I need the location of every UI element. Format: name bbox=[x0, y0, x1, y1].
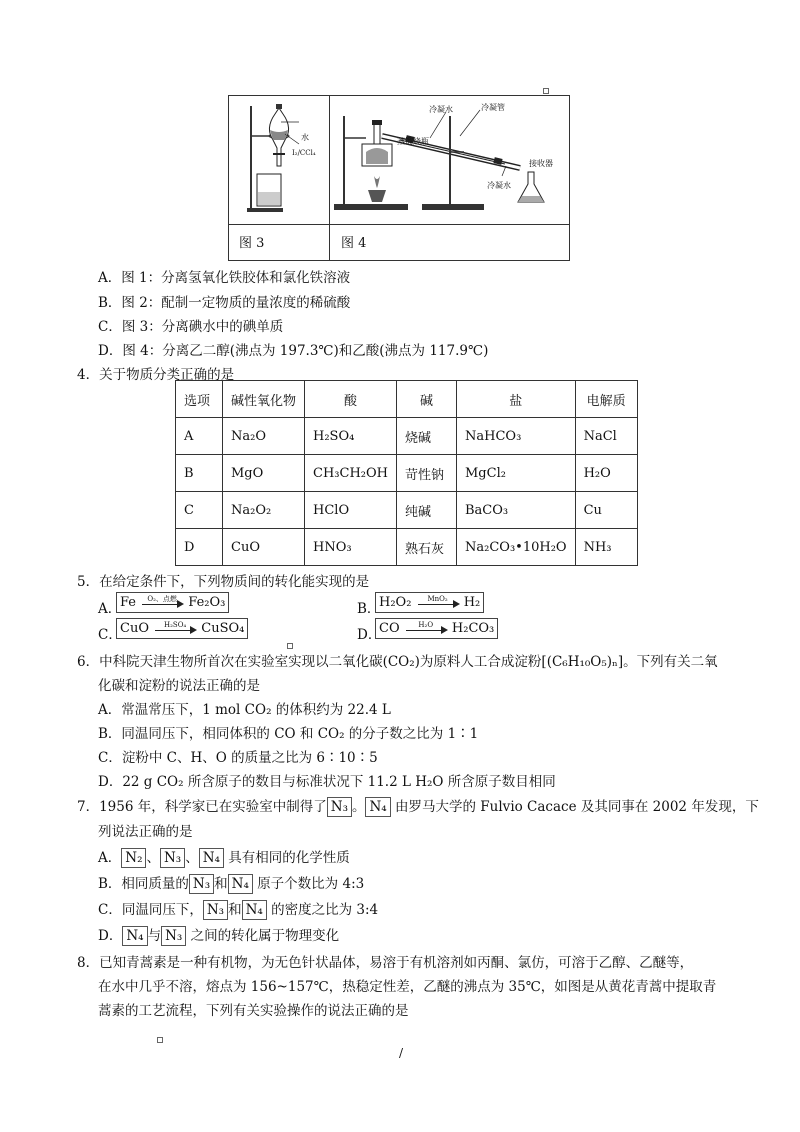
reaction-condition: MnO₂ bbox=[427, 594, 448, 603]
table-cell: MgCl₂ bbox=[457, 455, 576, 492]
reaction-arrow bbox=[153, 620, 197, 635]
table-cell: NaCl bbox=[575, 418, 637, 455]
q4-stem: 4．关于物质分类正确的是 bbox=[77, 367, 235, 383]
reaction-arrow bbox=[404, 620, 448, 635]
table-header: 碱性氧化物 bbox=[223, 381, 305, 418]
n2-formula-box: N₂ bbox=[121, 848, 146, 868]
reaction-arrow bbox=[416, 594, 460, 609]
q7-stem-line2: 列说法正确的是 bbox=[98, 824, 193, 840]
table-cell: CuO bbox=[223, 529, 305, 566]
q3-option-a: A．图 1：分离氢氧化铁胶体和氯化铁溶液 bbox=[98, 270, 351, 286]
q5-option-c-reaction bbox=[116, 618, 248, 639]
product: H₂CO₃ bbox=[451, 621, 495, 636]
q7-stem-part-b: 由罗马大学的 Fulvio Cacace 及其同事在 2002 年发现，下 bbox=[395, 799, 759, 815]
fig4-label-cond-water-bottom: 冷凝水 bbox=[487, 181, 511, 190]
fig4-label-condenser: 冷凝管 bbox=[481, 103, 505, 112]
q8-stem-line3: 蒿素的工艺流程，下列有关实验操作的说法正确的是 bbox=[98, 1003, 409, 1019]
classification-table bbox=[175, 380, 638, 566]
option-text: 具有相同的化学性质 bbox=[228, 850, 350, 866]
table-cell: CH₃CH₂OH bbox=[305, 455, 397, 492]
figure-caption-divider bbox=[229, 224, 569, 225]
q3-option-c: C．图 3：分离碘水中的碘单质 bbox=[98, 319, 284, 335]
page-footer-mark: / bbox=[399, 1046, 404, 1060]
connector: 和 bbox=[214, 876, 228, 892]
reactant: CO bbox=[379, 621, 400, 636]
q7-separator: 。 bbox=[351, 799, 366, 815]
reaction-condition: H₂SO₄ bbox=[163, 620, 187, 629]
table-header: 选项 bbox=[176, 381, 223, 418]
table-cell: 纯碱 bbox=[397, 492, 457, 529]
option-prefix: D． bbox=[98, 928, 123, 944]
table-cell: D bbox=[176, 529, 223, 566]
q6-stem-line2: 化碳和淀粉的说法正确的是 bbox=[98, 678, 260, 694]
separator: 、 bbox=[146, 850, 160, 866]
option-prefix: C．同温同压下， bbox=[98, 902, 203, 918]
table-header: 酸 bbox=[305, 381, 397, 418]
table-cell: H₂SO₄ bbox=[305, 418, 397, 455]
scan-mark bbox=[287, 643, 293, 649]
q5-option-b-label: B． bbox=[357, 601, 381, 617]
n4-formula-box: N₄ bbox=[122, 926, 147, 946]
fig4-label-flask: 蒸馏烧瓶 bbox=[397, 137, 429, 146]
separator: 、 bbox=[185, 850, 199, 866]
table-header: 电解质 bbox=[575, 381, 637, 418]
fig4-label-cond-water-top: 冷凝水 bbox=[429, 105, 453, 114]
reaction-condition: H₂O bbox=[418, 620, 434, 629]
product: Fe₂O₃ bbox=[188, 595, 226, 610]
q5-option-d-label: D． bbox=[357, 627, 382, 643]
table-row bbox=[176, 492, 638, 529]
table-header: 碱 bbox=[397, 381, 457, 418]
table-cell: Cu bbox=[575, 492, 637, 529]
fig3-label-water: 水 bbox=[301, 133, 309, 142]
q5-option-d-reaction bbox=[375, 618, 498, 639]
figure-table bbox=[228, 95, 570, 261]
reactant: CuO bbox=[120, 621, 149, 636]
q6-option-a: A．常温常压下，1 mol CO₂ 的体积约为 22.4 L bbox=[98, 702, 391, 718]
q3-option-d: D．图 4：分离乙二醇(沸点为 197.3℃)和乙酸(沸点为 117.9℃) bbox=[98, 343, 489, 359]
fig3-separatory-funnel bbox=[229, 96, 329, 224]
table-cell: B bbox=[176, 455, 223, 492]
table-cell: H₂O bbox=[575, 455, 637, 492]
n3-formula-box: N₃ bbox=[203, 900, 228, 920]
option-text: 原子个数比为 4:3 bbox=[257, 876, 365, 892]
q6-option-d: D．22 g CO₂ 所含原子的数目与标准状况下 11.2 L H₂O 所含原子数目相同 bbox=[98, 774, 556, 790]
q7-stem-part-a: 7．1956 年，科学家已在实验室中制得了 bbox=[77, 799, 327, 815]
q7-option-b bbox=[98, 872, 364, 894]
table-header: 盐 bbox=[457, 381, 576, 418]
table-cell: NaHCO₃ bbox=[457, 418, 576, 455]
q5-option-c-label: C． bbox=[98, 627, 122, 643]
n3-formula-box: N₃ bbox=[160, 848, 185, 868]
table-row bbox=[176, 529, 638, 566]
option-text: 的密度之比为 3:4 bbox=[271, 902, 379, 918]
q7-option-a bbox=[98, 846, 350, 868]
table-cell: NH₃ bbox=[575, 529, 637, 566]
table-cell: HNO₃ bbox=[305, 529, 397, 566]
q3-option-b: B．图 2：配制一定物质的量浓度的稀硫酸 bbox=[98, 295, 351, 311]
table-cell: C bbox=[176, 492, 223, 529]
q6-option-c: C．淀粉中 C、H、O 的质量之比为 6∶10∶5 bbox=[98, 750, 378, 766]
q6-stem-line1: 6．中科院天津生物所首次在实验室实现以二氧化碳(CO₂)为原料人工合成淀粉[(C₆H₁₀O₅)ₙ]。下列有关二氧 bbox=[77, 654, 718, 670]
fig3-label-i2ccl4: I₂/CCl₄ bbox=[292, 149, 316, 157]
n3-formula-box: N₃ bbox=[189, 874, 214, 894]
table-cell: Na₂O bbox=[223, 418, 305, 455]
q5-option-b-reaction bbox=[375, 592, 484, 613]
reaction-condition: O₂、点燃 bbox=[147, 594, 177, 603]
n3-formula-box: N₃ bbox=[327, 797, 352, 817]
q7-option-c bbox=[98, 898, 378, 920]
option-prefix: B．相同质量的 bbox=[98, 876, 189, 892]
option-text: 之间的转化属于物理变化 bbox=[190, 928, 340, 944]
fig4-label-receiver: 接收器 bbox=[529, 159, 553, 168]
product: H₂ bbox=[463, 595, 481, 610]
q8-stem-line1: 8．已知青蒿素是一种有机物，为无色针状晶体，易溶于有机溶剂如丙酮、氯仿，可溶于乙醇、乙醚等， bbox=[77, 955, 694, 971]
table-row bbox=[176, 455, 638, 492]
table-cell: 苛性钠 bbox=[397, 455, 457, 492]
q7-option-d bbox=[98, 924, 339, 946]
q8-stem-line2: 在水中几乎不溶，熔点为 156~157℃，热稳定性差，乙醚的沸点为 35℃，如图是从黄花青蒿中提取青 bbox=[98, 979, 717, 995]
scan-mark bbox=[157, 1037, 163, 1043]
connector: 和 bbox=[228, 902, 242, 918]
table-cell: Na₂CO₃•10H₂O bbox=[457, 529, 576, 566]
product: CuSO₄ bbox=[201, 621, 245, 636]
n3-formula-box: N₃ bbox=[161, 926, 186, 946]
q5-option-a-reaction bbox=[116, 592, 229, 613]
table-header-row bbox=[176, 381, 638, 418]
reaction-arrow bbox=[140, 594, 184, 609]
table-cell: BaCO₃ bbox=[457, 492, 576, 529]
table-cell: MgO bbox=[223, 455, 305, 492]
table-cell: 烧碱 bbox=[397, 418, 457, 455]
n4-formula-box: N₄ bbox=[228, 874, 253, 894]
q6-option-b: B．同温同压下，相同体积的 CO 和 CO₂ 的分子数之比为 1∶1 bbox=[98, 726, 479, 742]
table-cell: HClO bbox=[305, 492, 397, 529]
fig3-caption: 图 3 bbox=[239, 236, 265, 251]
table-cell: A bbox=[176, 418, 223, 455]
connector: 与 bbox=[147, 928, 162, 944]
table-cell: 熟石灰 bbox=[397, 529, 457, 566]
option-prefix: A． bbox=[98, 850, 122, 866]
reactant: H₂O₂ bbox=[379, 595, 412, 610]
fig4-caption: 图 4 bbox=[341, 236, 367, 251]
n4-formula-box: N₄ bbox=[365, 797, 390, 817]
q5-option-a-label: A． bbox=[98, 601, 122, 617]
n4-formula-box: N₄ bbox=[242, 900, 267, 920]
table-row bbox=[176, 418, 638, 455]
scan-mark bbox=[543, 88, 549, 94]
q7-stem-line1 bbox=[77, 795, 759, 817]
q5-stem: 5．在给定条件下，下列物质间的转化能实现的是 bbox=[77, 574, 370, 590]
table-cell: Na₂O₂ bbox=[223, 492, 305, 529]
n4-formula-box: N₄ bbox=[199, 848, 224, 868]
reactant: Fe bbox=[120, 595, 137, 610]
